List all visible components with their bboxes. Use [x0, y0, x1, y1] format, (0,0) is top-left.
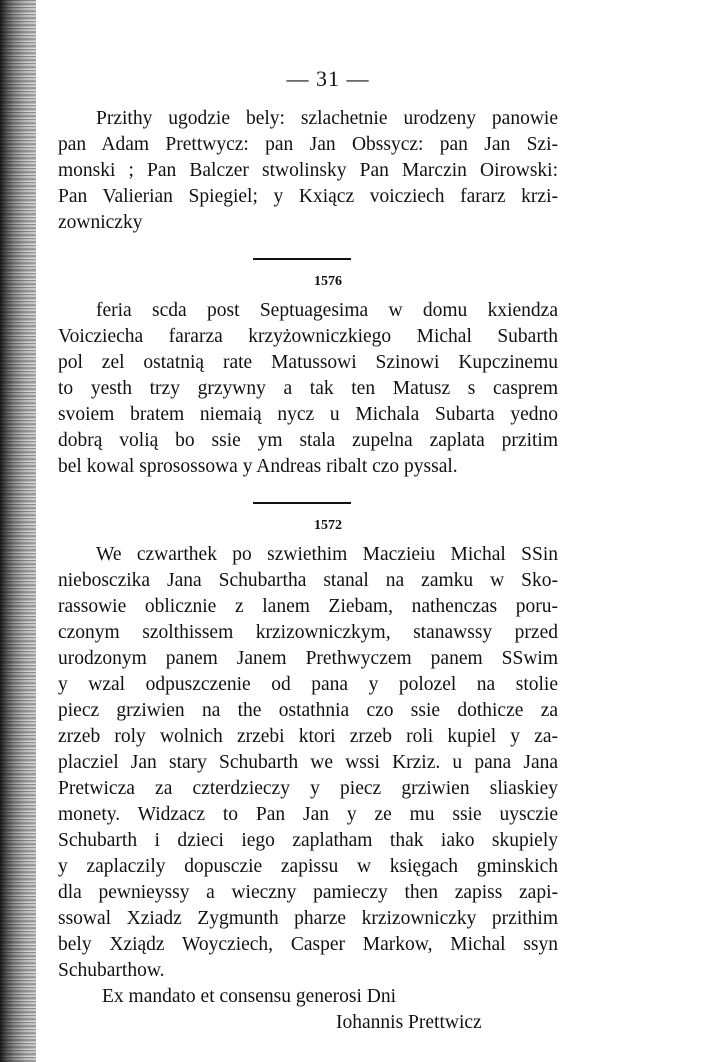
text-line: zowniczky: [58, 212, 143, 233]
opening-paragraph: [58, 106, 558, 236]
text-line: czonym szolthissem krzizowniczkym, stanawssy przed: [58, 622, 558, 643]
text-line: zrzeb roly wolnich zrzebi ktori zrzeb roli kupiel y za-: [58, 726, 558, 747]
text-line: monski ; Pan Balczer stwolinsky Pan Marczin Oirowski:: [58, 160, 558, 181]
text-line: piecz grziwien na the ostathnia czo ssie dothicze za: [58, 700, 558, 721]
text-line: We czwarthek po szwiethim Maczieiu Michal SSin: [96, 544, 558, 565]
signature-line: Iohannis Prettwicz: [336, 1012, 482, 1033]
text-line: Pretwicza za czterdzieсzy y piecz grziwien sliaskiey: [58, 778, 558, 799]
closing-formula: [58, 984, 558, 1036]
section-year: 1576: [314, 274, 342, 289]
text-line: Schubarthow.: [58, 960, 165, 981]
section-1572-paragraph: [58, 542, 558, 984]
text-line: bely Xziądz Woycziech, Casper Markow, Michal ssyn: [58, 934, 558, 955]
section-year: 1572: [314, 518, 342, 533]
text-line: dla pewnieyssy a wieczny pamieczy then zapiss zapi-: [58, 882, 558, 903]
page-number: — 31 —: [286, 66, 370, 91]
section-1576-paragraph: [58, 298, 558, 480]
text-line: y wzal odpuszczenie od pana y polozel na stolie: [58, 674, 558, 695]
text-line: monety. Widzacz to Pan Jan y ze mu ssie uysczie: [58, 804, 558, 825]
text-line: niebosczika Jana Schubartha stanal na zamku w Sko-: [58, 570, 558, 591]
text-line: dobrą volią bo ssie ym stala zupelna zaplata przitim: [58, 430, 558, 451]
section-divider: [253, 502, 351, 504]
text-line: pol zel ostatnią rate Matussowi Szinowi Kupczinemu: [58, 352, 558, 373]
text-line: bel kowal sprosossowa y Andreas ribalt czo pyssal.: [58, 456, 458, 477]
closing-line: Ex mandato et consensu generosi Dni: [102, 986, 397, 1007]
text-line: pan Adam Prettwycz: pan Jan Obssycz: pan Jan Szi-: [58, 134, 558, 155]
text-line: ssowal Xziadz Zygmunth pharze krzizowniczky przithim: [58, 908, 558, 929]
text-line: Pan Valierian Spiegiel; y Kxiącz voicziech fararz krzi-: [58, 186, 558, 207]
text-line: urodzonym panem Janem Prethwyczem panem SSwim: [58, 648, 558, 669]
text-line: Przithy ugodzie bely: szlachetnie urodzeny panowie: [96, 108, 558, 129]
text-line: placziel Jan stary Schubarth we wssi Krziz. u pana Jana: [58, 752, 558, 773]
section-divider: [253, 258, 351, 260]
text-line: y zaplaczily dopusczie zapissu w księgach gminskich: [58, 856, 558, 877]
text-line: rassowie oblicznie z lanem Ziebam, nathenczas poru-: [58, 596, 558, 617]
text-line: to yesth trzy grzywny a tak ten Matusz s casprem: [58, 378, 558, 399]
text-line: svoiem bratem niemaią nycz u Michala Subarta yedno: [58, 404, 558, 425]
text-line: Voicziecha fararza krzyżowniczkiego Michal Subarth: [58, 326, 558, 347]
scanned-page-edge: [0, 0, 36, 1062]
document-page: [58, 66, 558, 1036]
text-line: feria scda post Septuagesima w domu kxiendza: [96, 300, 558, 321]
text-line: Schubarth i dzieci iego zaplatham thak iako skupiely: [58, 830, 558, 851]
